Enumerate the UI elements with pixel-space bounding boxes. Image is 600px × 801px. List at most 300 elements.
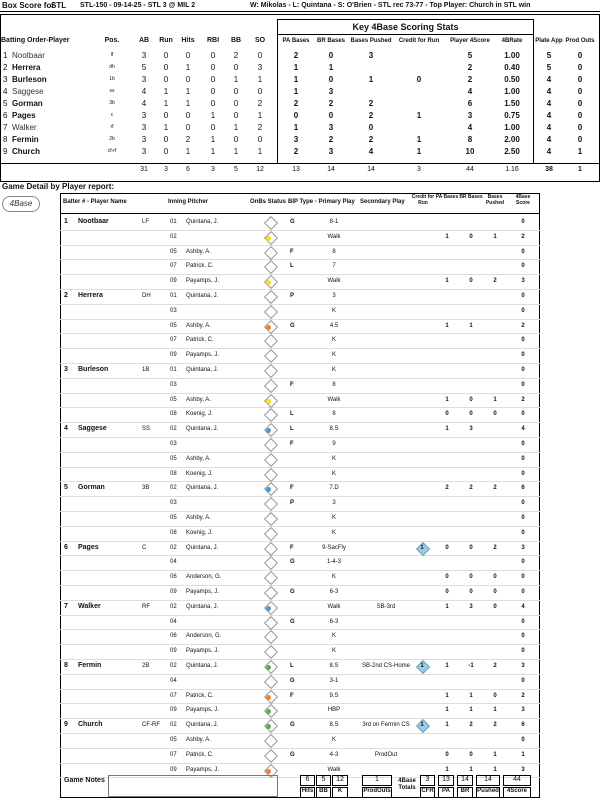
detail-row: [60, 348, 540, 364]
hdr-br-bases: BR Bases: [316, 38, 345, 44]
detail-play: 3: [332, 500, 336, 507]
detail-play: K: [331, 633, 336, 640]
player-rbi: 1: [210, 135, 216, 144]
detail-bp: 2: [493, 485, 497, 492]
dh-bip: BIP Type - Primary Play: [288, 199, 355, 205]
detail-row: [60, 481, 540, 497]
detail-play: K: [331, 737, 336, 743]
detail-score: 0: [521, 589, 525, 595]
detail-pitcher: Quintana, J.: [186, 722, 219, 729]
onbase-diamond-icon: [264, 305, 278, 319]
detail-bip: G: [290, 589, 295, 595]
detail-bip: F: [290, 544, 294, 551]
detail-play: Walk: [327, 603, 341, 610]
player-app: 4: [546, 135, 552, 144]
detail-pa: 1: [445, 396, 449, 403]
detail-pitcher: Ashby, A.: [186, 248, 211, 255]
dh-onbs: OnBs Status: [250, 199, 287, 205]
detail-row: [60, 452, 540, 468]
detail-pa: 0: [445, 411, 449, 418]
detail-bip: G: [290, 322, 295, 329]
detail-inn: 02: [170, 663, 177, 669]
player-run: 1: [163, 123, 169, 132]
detail-bpos: CF-RF: [142, 722, 160, 729]
player-po: 0: [577, 63, 583, 72]
detail-inn: 09: [170, 648, 177, 655]
detail-bip: G: [290, 722, 295, 729]
detail-bpos: SS: [142, 426, 151, 433]
detail-row: [60, 674, 540, 690]
player-name: Church: [12, 147, 40, 156]
detail-play: K: [331, 515, 336, 521]
player-pa: 3: [293, 135, 299, 144]
dh-br: BR Bases: [459, 194, 483, 200]
player-rbi: 0: [210, 123, 216, 132]
detail-score: 0: [521, 648, 525, 655]
player-n: 1: [3, 51, 8, 60]
detail-bip: G: [290, 618, 295, 625]
detail-row: [60, 748, 540, 764]
ft-lbl-hits: Hits: [300, 787, 315, 798]
player-br: 3: [328, 87, 334, 96]
detail-inn: 06: [170, 633, 177, 640]
detail-score: 3: [521, 663, 525, 669]
player-pa: 1: [293, 75, 299, 84]
4base-logo: 4Base: [2, 196, 40, 212]
detail-bn: 8: [64, 662, 68, 669]
ft-lbl-k: K: [332, 787, 348, 798]
tot-so: 12: [256, 166, 264, 173]
detail-bname: Nootbaar: [78, 218, 109, 225]
onbase-diamond-icon: [264, 260, 278, 274]
player-run: 0: [163, 135, 169, 144]
player-ab: 3: [141, 123, 147, 132]
tot-app: 38: [545, 166, 553, 173]
player-hits: 0: [185, 75, 191, 84]
detail-score: 0: [521, 293, 525, 299]
detail-br: -1: [468, 663, 474, 669]
hdr-so: SO: [254, 37, 266, 44]
detail-row: [60, 407, 540, 423]
detail-pitcher: Payamps, J.: [186, 766, 220, 773]
player-run: 0: [163, 63, 169, 72]
detail-play: 8: [332, 248, 336, 255]
hdr-prod-outs: Prod Outs: [565, 38, 595, 44]
detail-bip: F: [290, 485, 294, 492]
hdr-ab: AB: [138, 37, 150, 44]
onbase-diamond-icon: [264, 586, 278, 600]
runner-marker-icon: [266, 325, 271, 330]
player-n: 3: [3, 75, 8, 84]
detail-play: K: [331, 337, 336, 344]
detail-bp: 2: [493, 722, 497, 729]
detail-bip: F: [290, 441, 294, 447]
detail-play: K: [331, 352, 336, 359]
detail-bn: 2: [64, 292, 68, 299]
player-so: 2: [257, 123, 263, 132]
detail-score: 0: [521, 263, 525, 270]
player-pa: 1: [293, 87, 299, 96]
onbase-diamond-icon: [264, 542, 278, 556]
player-pos: rf: [110, 124, 114, 130]
detail-bip: L: [290, 263, 294, 270]
detail-bp: 1: [493, 707, 497, 714]
player-pos: 2b: [109, 136, 115, 142]
detail-inn: 07: [170, 692, 177, 699]
player-hits: 2: [185, 135, 191, 144]
detail-pitcher: Payamps, J.: [186, 589, 220, 595]
detail-inn: 02: [170, 485, 177, 492]
detail-row: [60, 274, 540, 290]
detail-br: 1: [469, 692, 473, 699]
tot-cfr: 3: [417, 166, 421, 173]
detail-pitcher: Ashby, A.: [186, 515, 211, 521]
tot-score: 44: [466, 166, 474, 173]
detail-inn: 07: [170, 751, 177, 758]
detail-pa: 1: [445, 707, 449, 714]
hdr-rbi: RBI: [206, 37, 220, 44]
detail-pitcher: Quintana, J.: [186, 293, 219, 299]
detail-bn: 3: [64, 366, 68, 373]
detail-score: 0: [521, 559, 525, 566]
detail-score: 0: [521, 677, 525, 684]
detail-pitcher: Quintana, J.: [186, 367, 219, 373]
boxscore-label: Box Score for: [2, 1, 55, 10]
player-score: 10: [465, 147, 475, 156]
player-ab: 3: [141, 135, 147, 144]
player-rate: 0.75: [504, 111, 520, 120]
onbase-diamond-icon: [264, 334, 278, 348]
detail-play: 8: [332, 411, 336, 418]
player-hits: 1: [185, 99, 191, 108]
detail-row: [60, 230, 540, 246]
player-name: Gorman: [12, 99, 43, 108]
ft-cfr: 3: [420, 775, 435, 786]
player-rate: 0.50: [504, 75, 520, 84]
detail-br: 3: [469, 426, 473, 433]
ft-lbl-pushed: Pushed: [476, 787, 500, 798]
detail-bname: Herrera: [78, 292, 103, 299]
ft-lbl-prodouts: ProdOuts: [362, 787, 392, 798]
runner-marker-icon: [266, 606, 271, 611]
detail-br: 0: [469, 278, 473, 285]
detail-bp: 2: [493, 278, 497, 285]
detail-score: 0: [521, 352, 525, 359]
player-row: [0, 146, 600, 157]
detail-pitcher: Koenig, J.: [186, 529, 213, 536]
detail-row: [60, 555, 540, 571]
detail-score: 6: [521, 485, 525, 492]
player-name: Walker: [12, 123, 37, 132]
player-rbi: 0: [210, 75, 216, 84]
player-rbi: 0: [210, 51, 216, 60]
player-app: 5: [546, 63, 552, 72]
ft-lbl-score: 4Score: [503, 787, 531, 798]
detail-row: [60, 467, 540, 483]
player-hits: 0: [185, 51, 191, 60]
onbase-diamond-icon: [264, 527, 278, 541]
dh-bp: Bases Pushed: [485, 194, 505, 206]
player-rate: 0.40: [504, 63, 520, 72]
detail-pitcher: Ashby, A.: [186, 455, 211, 462]
detail-br: 1: [469, 322, 473, 329]
game-notes-label: Game Notes: [64, 777, 105, 784]
detail-pitcher: Anderson, G.: [186, 633, 222, 640]
player-score: 4: [467, 123, 473, 132]
detail-pa: 1: [445, 603, 449, 610]
player-score: 8: [467, 135, 473, 144]
hdr-player-4score: Player 4Score: [450, 38, 490, 44]
dh-cfr: Credit for Run: [411, 194, 435, 206]
detail-bp: 1: [493, 751, 497, 758]
detail-pitcher: Payamps, J.: [186, 707, 220, 714]
detail-bn: 6: [64, 543, 68, 551]
detail-inn: 01: [170, 293, 177, 299]
detail-score: 0: [521, 219, 525, 225]
player-bp: 2: [368, 99, 374, 108]
detail-br: 1: [469, 707, 473, 714]
game-detail-label: Game Detail by Player report:: [2, 182, 115, 191]
onbase-diamond-icon: [264, 556, 278, 570]
detail-play: K: [331, 470, 336, 477]
onbase-diamond-icon: [264, 216, 278, 230]
player-cfr: 1: [416, 147, 422, 156]
player-bp: 3: [368, 51, 374, 60]
player-bb: 0: [233, 111, 239, 120]
detail-bp: 1: [493, 233, 497, 240]
player-pos: dh: [109, 64, 115, 70]
player-cfr: 0: [416, 75, 422, 84]
player-pos: 3b: [109, 100, 115, 106]
detail-bname: Walker: [78, 602, 101, 610]
detail-score: 1: [521, 751, 525, 758]
detail-pa: 2: [445, 485, 449, 492]
detail-play: HBP: [327, 707, 341, 714]
totals-row: [0, 163, 600, 175]
detail-inn: 02: [170, 544, 177, 551]
game-line: STL-150 - 09-14-25 - STL 3 @ MIL 2: [80, 2, 196, 9]
detail-score: 6: [521, 722, 525, 729]
player-br: 0: [328, 75, 334, 84]
detail-inn: 09: [170, 766, 177, 773]
key-stats-title: Key 4Base Scoring Stats: [277, 19, 534, 35]
detail-inn: 03: [170, 500, 177, 507]
detail-inn: 02: [170, 426, 177, 433]
player-rate: 1.00: [504, 123, 520, 132]
tot-bp: 14: [367, 166, 375, 173]
game-result: W: Mikolas - L: Quintana - S: O'Brien - STL rec 73-77 - Top Player: Church in STL win: [250, 2, 531, 9]
player-po: 0: [577, 87, 583, 96]
player-bb: 2: [233, 51, 239, 60]
player-pa: 0: [293, 111, 299, 120]
detail-play: Walk: [327, 278, 341, 285]
detail-pitcher: Koenig, J.: [186, 470, 213, 477]
detail-score: 0: [521, 529, 525, 536]
detail-sec: SB-2nd CS-Home: [361, 663, 411, 669]
detail-row: [60, 259, 540, 275]
detail-bpos: 3B: [142, 485, 150, 492]
detail-bp: 2: [493, 663, 497, 669]
dh-inning: Inning Pitcher: [168, 199, 209, 205]
detail-play: 7.D: [329, 485, 339, 492]
player-cfr: 1: [416, 111, 422, 120]
detail-bp: 1: [493, 766, 497, 773]
detail-br: 0: [469, 396, 473, 403]
player-row: [0, 134, 600, 145]
detail-inn: 05: [170, 737, 177, 743]
onbase-diamond-icon: [264, 749, 278, 763]
player-pos: c: [110, 112, 114, 118]
detail-pa: 0: [445, 589, 449, 595]
detail-row: [60, 245, 540, 261]
detail-score: 0: [521, 618, 525, 625]
detail-bip: G: [290, 559, 295, 566]
detail-bip: L: [290, 426, 294, 433]
player-app: 5: [546, 51, 552, 60]
detail-bip: F: [290, 692, 294, 699]
player-rate: 1.50: [504, 99, 520, 108]
detail-pa: 1: [445, 322, 449, 329]
dh-pa: PA Bases: [435, 194, 459, 200]
ft-pushed: 14: [476, 775, 500, 786]
player-br: 2: [328, 99, 334, 108]
tot-ab: 31: [140, 166, 148, 173]
detail-pitcher: Payamps, J.: [186, 352, 220, 359]
detail-row: [60, 378, 540, 394]
player-app: 4: [546, 99, 552, 108]
detail-cfr: 1: [420, 663, 424, 669]
player-bb: 0: [233, 87, 239, 96]
detail-br: 0: [469, 544, 473, 551]
tot-po: 1: [578, 166, 582, 173]
detail-row: [60, 733, 540, 749]
player-run: 0: [163, 147, 169, 156]
player-hits: 0: [185, 111, 191, 120]
player-name: Herrera: [12, 63, 41, 72]
detail-bn: 7: [64, 602, 68, 610]
player-so: 0: [257, 87, 263, 96]
player-rbi: 1: [210, 147, 216, 156]
detail-inn: 05: [170, 322, 177, 329]
detail-play: 4.5: [329, 322, 339, 329]
detail-score: 0: [521, 515, 525, 521]
player-hits: 1: [185, 147, 191, 156]
player-pa: 1: [293, 123, 299, 132]
detail-bname: Fermin: [78, 662, 102, 669]
detail-row: [60, 541, 540, 557]
player-ab: 3: [141, 75, 147, 84]
hdr-cfr: Credit for Run: [398, 38, 440, 44]
player-name: Pages: [12, 111, 36, 120]
player-br: 0: [328, 51, 334, 60]
detail-play: 1-4-3: [326, 559, 341, 566]
detail-inn: 09: [170, 589, 177, 595]
detail-bn: 4: [64, 425, 68, 433]
detail-br: 0: [469, 411, 473, 418]
player-bp: 1: [368, 75, 374, 84]
detail-row: [60, 333, 540, 349]
detail-br: 3: [469, 603, 473, 610]
detail-bp: 0: [493, 589, 497, 595]
player-po: 1: [577, 147, 583, 156]
onbase-diamond-icon: [264, 364, 278, 378]
hdr-4brate: 4BRate: [501, 38, 523, 44]
detail-inn: 09: [170, 278, 177, 285]
runner-marker-icon: [266, 399, 271, 404]
tot-bb: 5: [234, 166, 238, 173]
detail-pitcher: Patrick, C.: [186, 751, 214, 758]
detail-inn: 05: [170, 396, 177, 403]
player-app: 4: [546, 123, 552, 132]
player-rate: 1.00: [504, 87, 520, 96]
detail-inn: 05: [170, 515, 177, 521]
detail-score: 3: [521, 278, 525, 285]
player-n: 2: [3, 63, 8, 72]
detail-play: K: [331, 648, 336, 655]
detail-inn: 03: [170, 307, 177, 314]
hdr-order-player: Batting Order-Player: [1, 37, 70, 44]
detail-row: [60, 718, 540, 734]
runner-marker-icon: [266, 695, 271, 700]
player-ab: 5: [141, 63, 147, 72]
dh-secondary: Secondary Play: [360, 199, 405, 205]
detail-pa: 1: [445, 663, 449, 669]
detail-bp: 1: [493, 396, 497, 403]
player-app: 4: [546, 147, 552, 156]
player-so: 1: [257, 111, 263, 120]
onbase-diamond-icon: [264, 468, 278, 482]
onbase-diamond-icon: [264, 645, 278, 659]
runner-marker-icon: [266, 769, 271, 774]
team-label: STL: [51, 1, 67, 10]
detail-bname: Gorman: [78, 484, 105, 492]
detail-play: K: [331, 307, 336, 314]
game-notes-box: [108, 775, 278, 797]
player-rate: 2.50: [504, 147, 520, 156]
detail-pitcher: Quintana, J.: [186, 426, 219, 433]
player-pa: 2: [293, 99, 299, 108]
ft-score: 44: [503, 775, 531, 786]
detail-bp: 0: [493, 692, 497, 699]
player-po: 0: [577, 111, 583, 120]
player-br: 3: [328, 123, 334, 132]
player-hits: 0: [185, 123, 191, 132]
detail-inn: 09: [170, 707, 177, 714]
detail-play: 8.S: [329, 426, 339, 433]
detail-br: 0: [469, 233, 473, 240]
detail-inn: 07: [170, 337, 177, 344]
detail-score: 0: [521, 411, 525, 418]
detail-row: [60, 304, 540, 320]
detail-inn: 09: [170, 352, 177, 359]
player-name: Nootbaar: [12, 51, 45, 60]
player-so: 0: [257, 135, 263, 144]
detail-pitcher: Anderson, G.: [186, 574, 222, 581]
player-score: 4: [467, 87, 473, 96]
onbase-diamond-icon: [264, 571, 278, 585]
detail-pa: 0: [445, 574, 449, 581]
player-rate: 2.00: [504, 135, 520, 144]
player-bp: 0: [368, 123, 374, 132]
player-so: 1: [257, 147, 263, 156]
player-br: 2: [328, 135, 334, 144]
player-name: Burleson: [12, 75, 47, 84]
player-run: 0: [163, 51, 169, 60]
detail-play: 3: [332, 293, 336, 299]
detail-inn: 05: [170, 455, 177, 462]
player-n: 6: [3, 111, 8, 120]
player-pa: 1: [293, 63, 299, 72]
